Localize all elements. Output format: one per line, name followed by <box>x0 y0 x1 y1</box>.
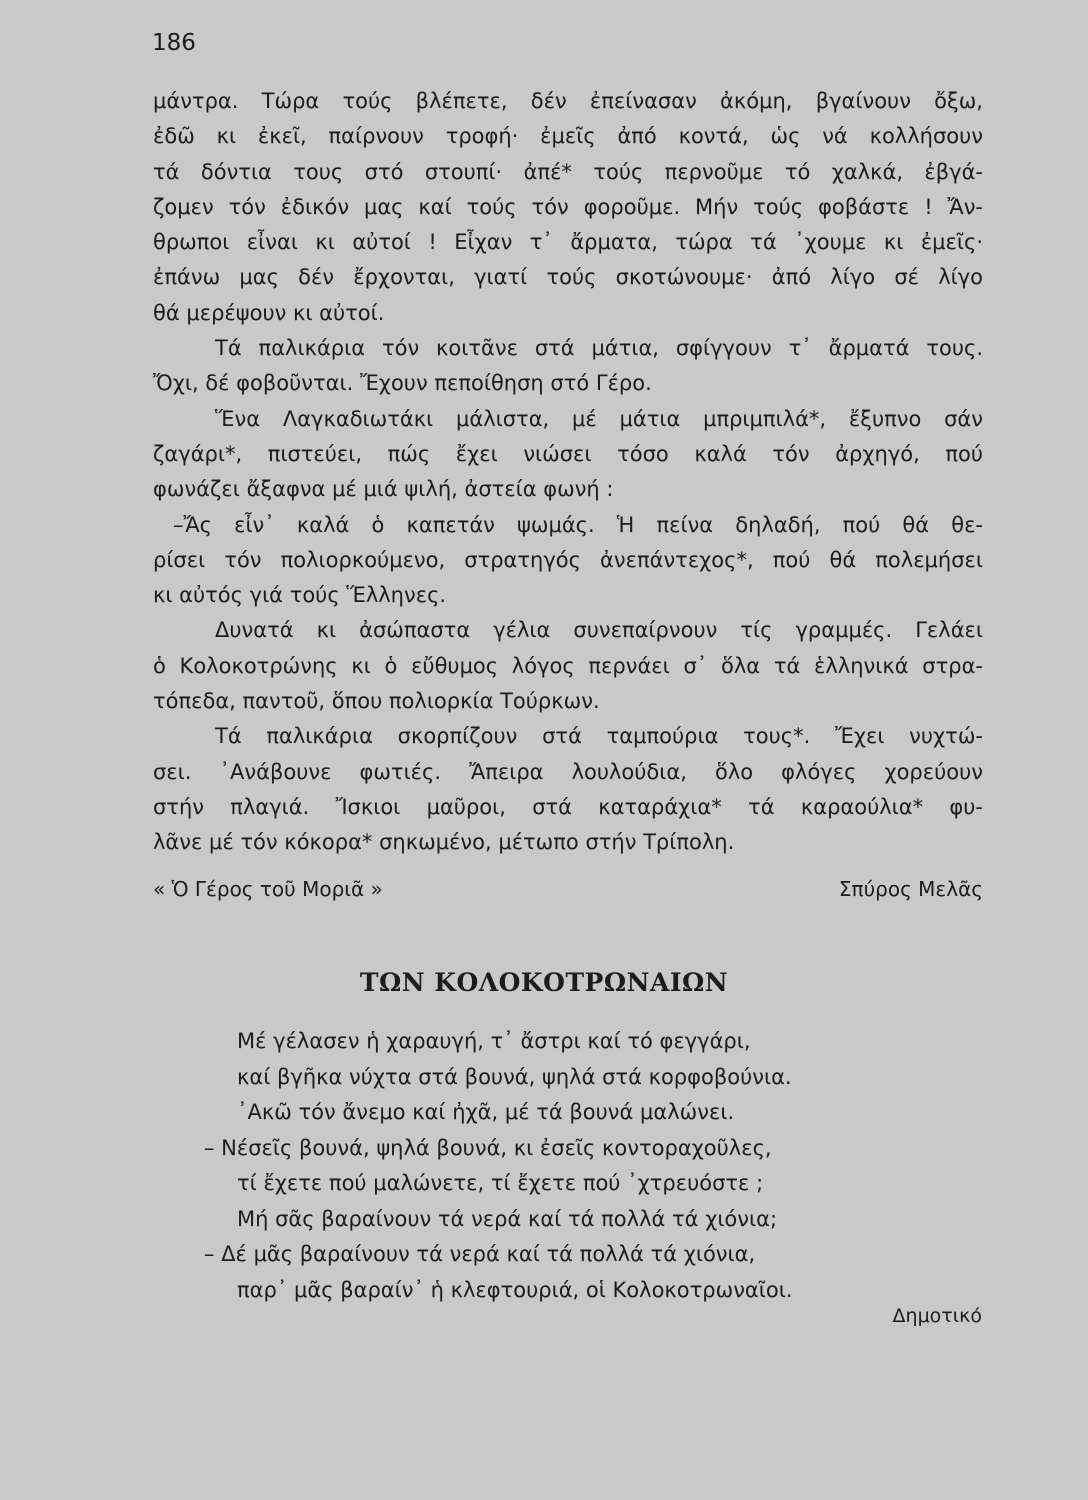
text-line: θά μερέψουν κι αὐτοί. <box>153 300 385 325</box>
poem-line: ᾿Ακῶ τόν ἄνεμο καί ἠχᾶ, μέ τά βουνά μαλώνει. <box>237 1100 735 1124</box>
text-line: τά δόντια τους στό στουπί· ἀπέ* τούς περνοῦμε τό χαλκά, ἐβγά- <box>153 159 983 184</box>
text-line: –Ἄς εἶν᾿ καλά ὁ καπετάν ψωμάς. Ἡ πείνα δηλαδή, πού θά θε- <box>173 512 983 537</box>
text-line: θρωποι εἶναι κι αὐτοί ! Εἶχαν τ᾿ ἄρματα, τώρα τά ᾿χουμε κι ἐμεῖς· <box>153 230 983 255</box>
paragraph-6 <box>153 719 983 860</box>
prose-text <box>153 84 983 861</box>
poem-title: ΤΩΝ ΚΟΛΟΚΟΤΡΩΝΑΙΩΝ <box>359 968 729 997</box>
text-line: Ἕνα Λαγκαδιωτάκι μάλιστα, μέ μάτια μπριμπιλά*, ἔξυπνο σάν <box>215 406 983 431</box>
text-line: φωνάζει ἄξαφνα μέ μιά ψιλή, ἀστεία φωνή : <box>153 477 614 502</box>
poem-source: Δημοτικό <box>892 1305 982 1327</box>
text-line: κι αὐτός γιά τούς Ἕλληνες. <box>153 583 447 608</box>
text-line: Ὄχι, δέ φοβοῦνται. Ἔχουν πεποίθηση στό Γέρο. <box>153 371 652 396</box>
poem-line: – Νέσεῖς βουνά, ψηλά βουνά, κι ἐσεῖς κοντοραχοῦλες, <box>204 1135 772 1160</box>
text-line: ἐδῶ κι ἐκεῖ, παίρνουν τροφή· ἐμεῖς ἀπό κοντά, ὡς νά κολλήσουν <box>153 124 983 149</box>
text-line: ζομεν τόν ἐδικόν μας καί τούς τόν φοροῦμε. Μήν τούς φοβάστε ! Ἄν- <box>153 194 983 219</box>
author-name: Σπύρος Μελᾶς <box>838 877 983 901</box>
text-line: στήν πλαγιά. Ἴσκιοι μαῦροι, στά καταράχια* τά καραούλια* φυ- <box>153 794 983 819</box>
text-line: μάντρα. Τώρα τούς βλέπετε, δέν ἐπείνασαν ἀκόμη, βγαίνουν ὄξω, <box>153 89 983 113</box>
page-number: 186 <box>152 30 196 56</box>
poem-body <box>192 1024 793 1308</box>
excerpt-attribution <box>153 877 983 901</box>
paragraph-3 <box>153 402 983 508</box>
text-line: λᾶνε μέ τόν κόκορα* σηκωμένο, μέτωπο στήν Τρίπολη. <box>153 830 735 855</box>
text-line: Τά παλικάρια σκορπίζουν στά ταμπούρια τους*. Ἔχει νυχτώ- <box>215 724 983 749</box>
poem-line: Μέ γέλασεν ἡ χαραυγή, τ᾿ ἄστρι καί τό φεγγάρι, <box>237 1029 751 1053</box>
paragraph-2 <box>153 331 983 402</box>
poem-line: καί βγῆκα νύχτα στά βουνά, ψηλά στά κορφοβούνια. <box>237 1064 792 1089</box>
source-work: « Ὁ Γέρος τοῦ Μοριᾶ » <box>153 877 383 901</box>
paragraph-5 <box>153 613 983 719</box>
text-line: ρίσει τόν πολιορκούμενο, στρατηγός ἀνεπάντεχος*, πού θά πολεμήσει <box>153 547 983 572</box>
text-line: ζαγάρι*, πιστεύει, πώς ἔχει νιώσει τόσο καλά τόν ἀρχηγό, πού <box>153 441 983 466</box>
poem-line: Μή σᾶς βαραίνουν τά νερά καί τά πολλά τά χιόνια; <box>237 1206 778 1231</box>
poem-line: παρ᾿ μᾶς βαραίν᾿ ἡ κλεφτουριά, οἱ Κολοκοτρωναῖοι. <box>237 1277 793 1302</box>
text-line: Τά παλικάρια τόν κοιτᾶνε στά μάτια, σφίγγουν τ᾿ ἄρματά τους. <box>215 336 983 361</box>
text-line: ἐπάνω μας δέν ἔρχονται, γιατί τούς σκοτώνουμε· ἀπό λίγο σέ λίγο <box>153 265 983 290</box>
poem-line: – Δέ μᾶς βαραίνουν τά νερά καί τά πολλά τά χιόνια, <box>204 1242 756 1266</box>
text-line: Δυνατά κι ἀσώπαστα γέλια συνεπαίρνουν τίς γραμμές. Γελάει <box>215 618 983 643</box>
text-line: σει. ᾿Ανάβουνε φωτιές. Ἄπειρα λουλούδια, ὅλο φλόγες χορεύουν <box>153 759 983 784</box>
poem-line: τί ἔχετε πού μαλώνετε, τί ἔχετε πού ᾿χτρευόστε ; <box>237 1171 764 1195</box>
text-line: τόπεδα, παντοῦ, ὅπου πολιορκία Τούρκων. <box>153 689 600 714</box>
text-line: ὁ Κολοκοτρώνης κι ὁ εὔθυμος λόγος περνάει σ᾿ ὅλα τά ἑλληνικά στρα- <box>153 653 983 678</box>
paragraph-4 <box>153 508 983 614</box>
paragraph-1 <box>153 84 983 331</box>
